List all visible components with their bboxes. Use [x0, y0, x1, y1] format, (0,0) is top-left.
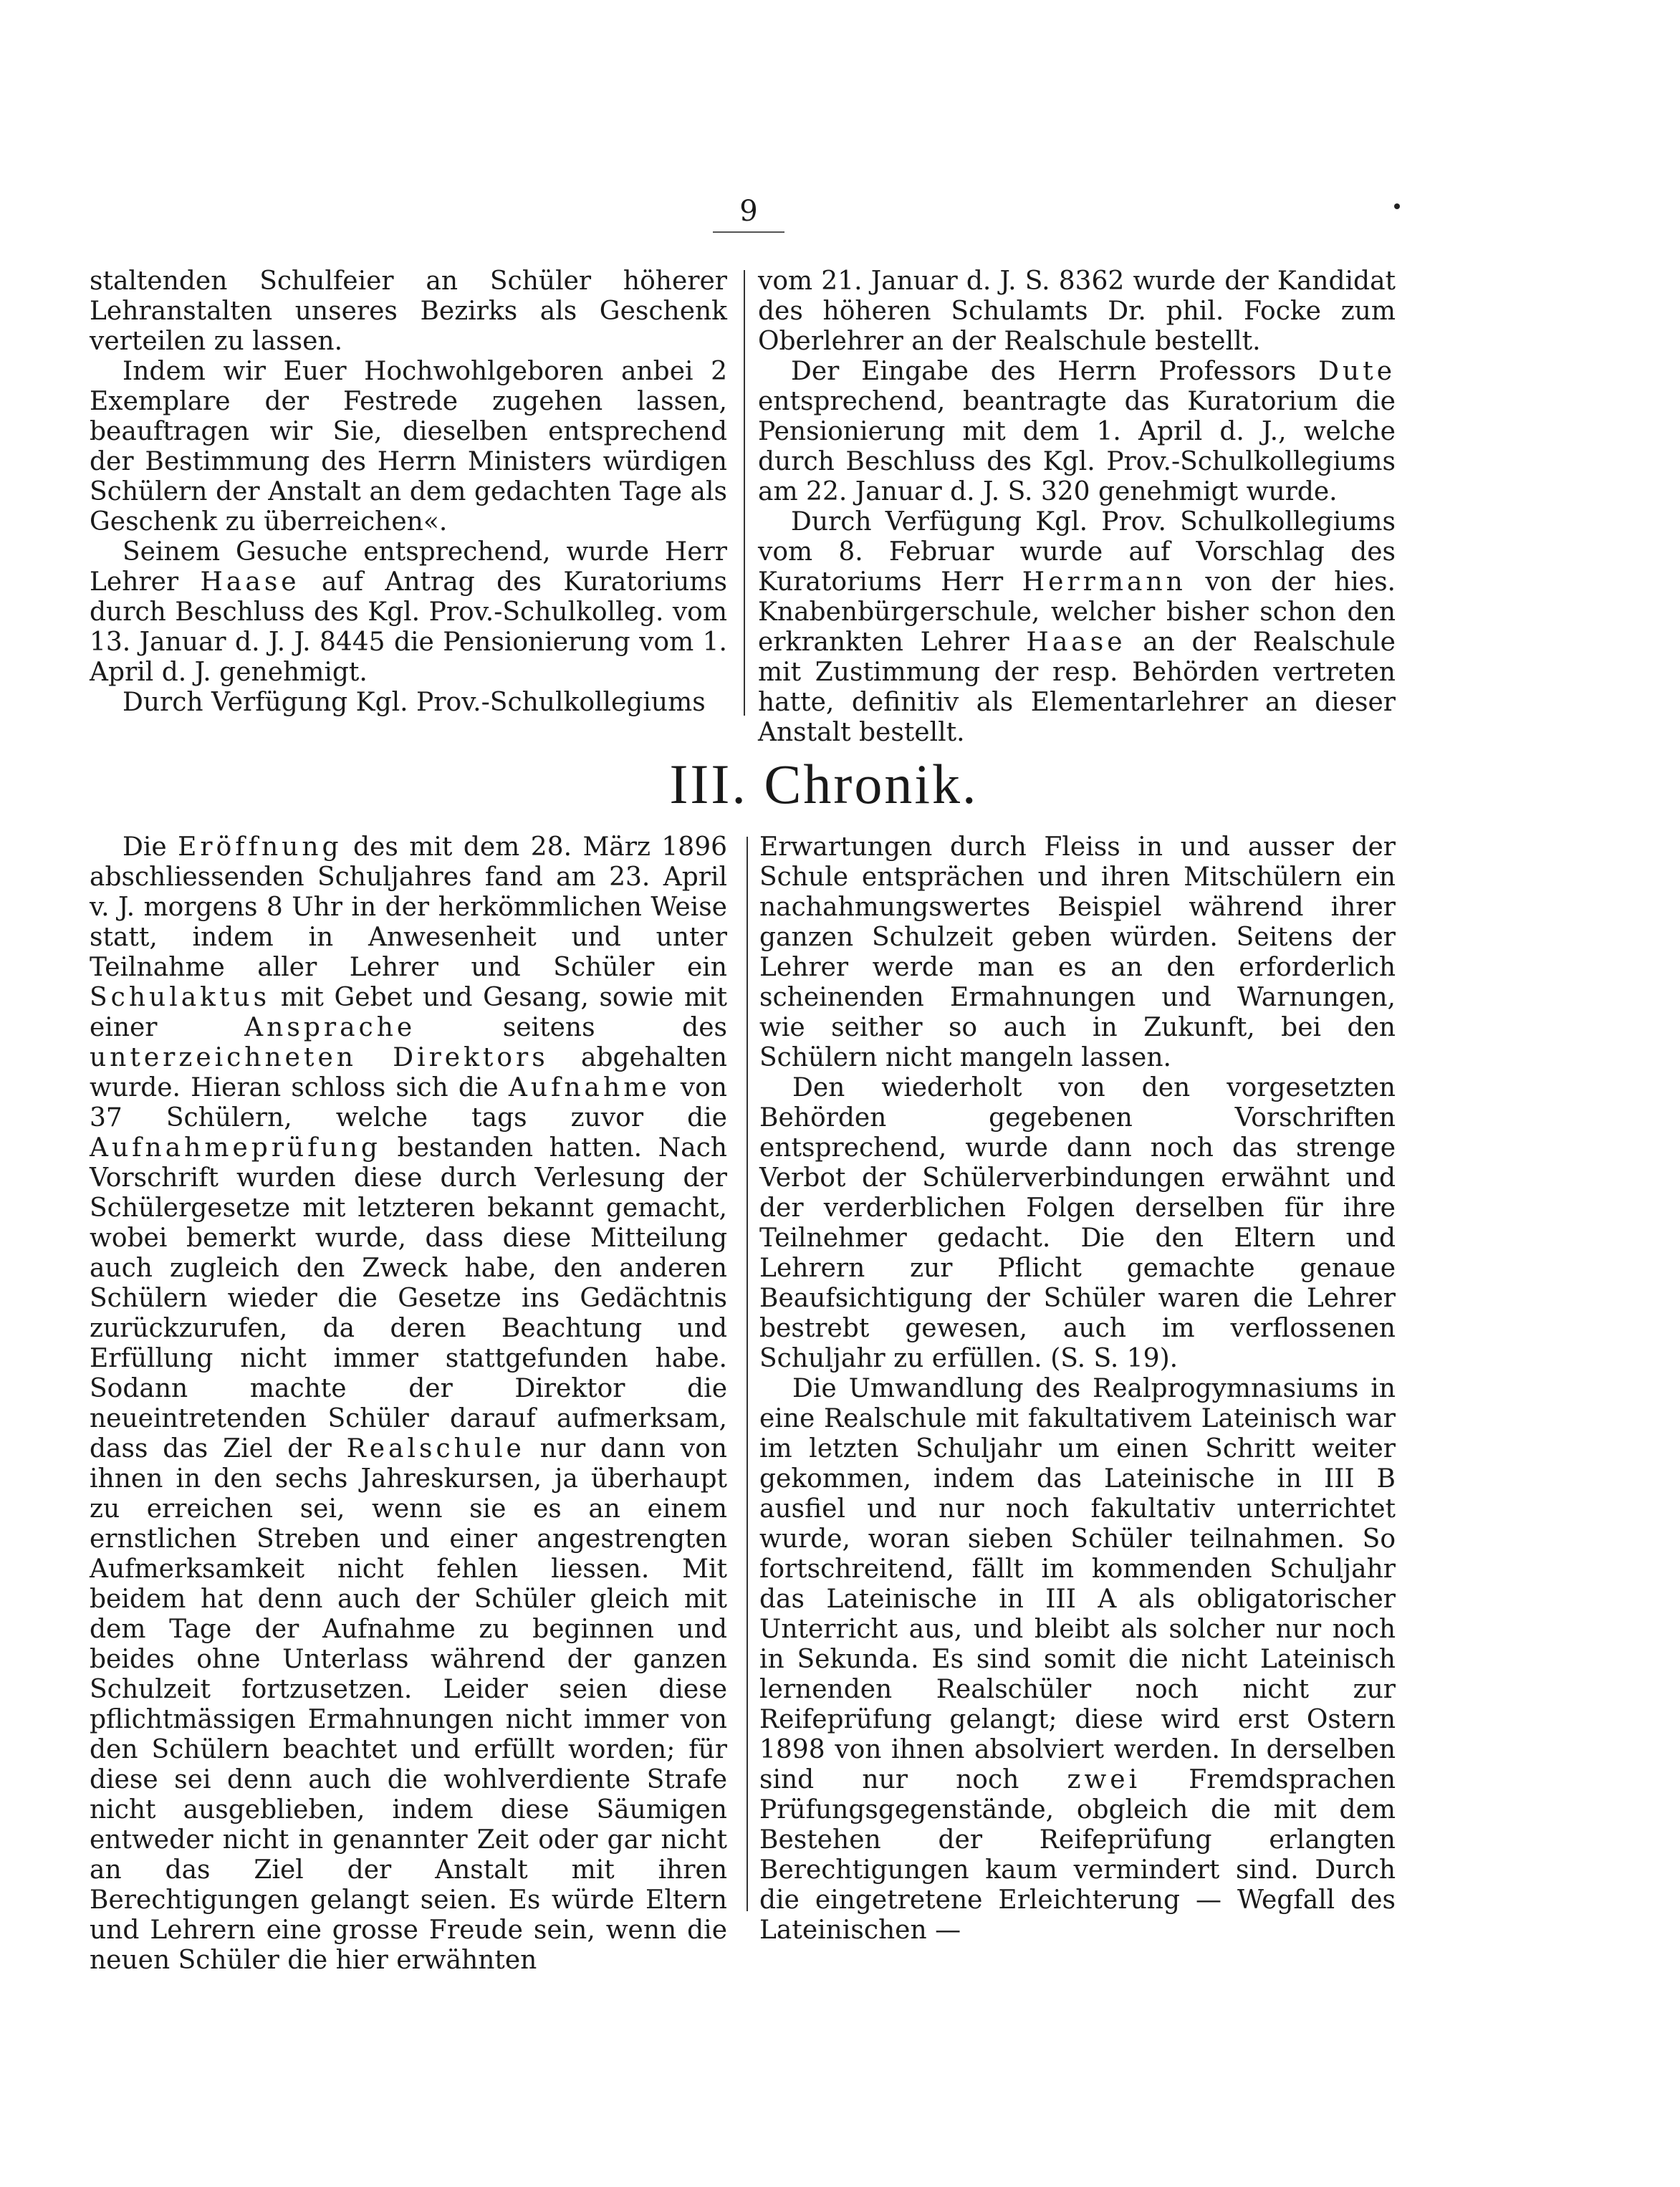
text-run: entsprechend, beantragte das Kuratorium die Pensionierung mit dem 1. April d. J., welche durch Beschluss des Kgl. Prov.-Schulkollegiums am 22. Januar d. J. S. 320 genehmigt wurde.: [758, 387, 1396, 506]
text-run: von 37 Schülern, welche tags zuvor die: [90, 1073, 727, 1133]
text-run: Die Umwandlung des Realprogymnasiums in eine Realschule mit fakultativem Lateinisch war im letzten Schuljahr um einen Schritt weiter gekommen, indem das Lateinische in III B ausfiel und nur noch fakultativ unterrichtet wurde, woran sieben Schüler teilnahmen. So fortschreitend, fällt im kommenden Schuljahr das Lateinische in III A als obligatorischer Unterricht aus, und bleibt als solcher nur noch in Sekunda. Es sind somit die nicht Lateinisch lernenden Realschüler noch nicht zur Reifeprüfung gelangt; diese wird erst Ostern 1898 von ihnen absolviert werden. In derselben sind nur noch: [759, 1374, 1396, 1794]
print-speck: [1394, 203, 1400, 209]
text-run: des mit dem 28. März 1896 abschliessenden Schuljahres fand am 23. April v. J. morgens 8 Uhr in der herkömmlichen Weise statt, indem in Anwesenheit und unter Teilnahme aller Lehrer und Schüler ein: [90, 832, 728, 982]
paragraph: Indem wir Euer Hochwohlgeboren anbei 2 Exemplare der Festrede zugehen lassen, beauftragen wir Sie, dieselben entsprechend der Bestimmung des Herrn Ministers würdigen Schülern der Anstalt an dem gedachten Tage als Geschenk zu überreichen«.: [90, 357, 727, 537]
paragraph: [758, 507, 1396, 748]
spaced-name: Herrmann: [1022, 567, 1186, 597]
spaced-term: Aufnahme: [508, 1073, 671, 1102]
text-run: bestanden hatten. Nach Vorschrift wurden diese durch Verlesung der Schülergesetze mit letzteren bekannt gemacht, wobei bemerkt wurde, dass diese Mitteilung auch zugleich den Zweck habe, den anderen Schülern wieder die Gesetze ins Gedächtnis zurückzurufen, da deren Beachtung und Erfüllung nicht immer stattgefunden habe. Sodann machte der Direktor die neueintretenden Schüler darauf aufmerksam, dass das Ziel der: [90, 1133, 727, 1463]
top-right-column: [758, 266, 1396, 748]
spaced-term: zwei: [1067, 1765, 1141, 1794]
text-run: von der hies. Knabenbürgerschule, welcher bisher schon den erkrankten Lehrer: [758, 567, 1396, 657]
paragraph: [90, 832, 727, 1976]
text-run: mit Gebet und Gesang, sowie mit einer: [90, 983, 727, 1042]
text-run: auf Antrag des Kuratoriums durch Beschluss des Kgl. Prov.-Schulkolleg. vom 13. Januar d. J. J. 8445 die Pensionierung vom 1. April d. J. genehmigt.: [90, 567, 727, 687]
page-number-rule: [713, 231, 784, 233]
text-run: abgehalten wurde. Hieran schloss sich die: [90, 1043, 727, 1102]
paragraph: staltenden Schulfeier an Schüler höherer Lehranstalten unseres Bezirks als Geschenk verteilen zu lassen.: [90, 266, 727, 356]
spaced-term: Eröffnung: [178, 832, 342, 862]
paragraph: Erwartungen durch Fleiss in und ausser der Schule entsprächen und ihren Mitschülern ein nachahmungswertes Beispiel während ihrer ganzen Schulzeit geben würden. Seitens der Lehrer werde man es an den erforderlich scheinenden Ermahnungen und Warnungen, wie seither so auch in Zukunft, bei den Schülern nicht mangeln lassen.: [759, 832, 1396, 1072]
text-run: Die: [123, 832, 167, 862]
text-run: nur dann von ihnen in den sechs Jahreskursen, ja überhaupt zu erreichen sei, wenn sie es an einem ernstlichen Streben und einer angestrengten Aufmerksamkeit nicht fehlen liessen. Mit beidem hat denn auch der Schüler gleich mit dem Tage der Aufnahme zu beginnen und beides ohne Unterlass während der ganzen Schulzeit fortzusetzen. Leider seien diese pflichtmässigen Ermahnungen nicht immer von den Schülern beachtet und erfüllt worden; für diese sei denn auch die wohlverdiente Strafe nicht ausgeblieben, indem diese Säumigen entweder nicht in genannter Zeit oder gar nicht an das Ziel der Anstalt mit ihren Berechtigungen gelangt seien. Es würde Eltern und Lehrern eine grosse Freude sein, wenn die neuen Schüler die hier erwähnten: [90, 1434, 727, 1975]
spaced-name: Dute: [1318, 357, 1396, 386]
spaced-term: unterzeichneten Direktors: [90, 1043, 549, 1072]
paragraph: vom 21. Januar d. J. S. 8362 wurde der Kandidat des höheren Schulamts Dr. phil. Focke zum Oberlehrer an der Realschule bestellt.: [758, 266, 1396, 356]
paragraph: [759, 1374, 1396, 1946]
column-divider-bottom: [747, 837, 748, 1911]
spaced-term: Ansprache: [244, 1013, 416, 1042]
text-run: seitens des: [502, 1013, 727, 1042]
text-run: Durch Verfügung Kgl. Prov. Schulkollegiums vom 8. Februar wurde auf Vorschlag des Kuratoriums Herr: [758, 507, 1396, 597]
text-run: an der Realschule mit Zustimmung der resp. Behörden vertreten hatte, definitiv als Elementarlehrer an dieser Anstalt bestellt.: [758, 628, 1396, 747]
paragraph: Durch Verfügung Kgl. Prov.-Schulkollegiums: [123, 688, 706, 717]
bottom-left-column: [90, 832, 727, 1976]
text-run: Der Eingabe des Herrn Professors: [791, 357, 1297, 386]
text-run: Seinem Gesuche entsprechend, wurde Herr Lehrer: [90, 537, 727, 597]
paragraph: [758, 357, 1396, 507]
spaced-name: Haase: [1026, 628, 1126, 657]
spaced-term: Schulaktus: [90, 983, 271, 1012]
text-run: Fremdsprachen Prüfungsgegenstände, obgleich die mit dem Bestehen der Reifeprüfung erlangten Berechtigungen kaum vermindert sind. Durch die eingetretene Erleichterung — Wegfall des Lateinischen —: [759, 1765, 1396, 1945]
page-number: 9: [739, 195, 758, 228]
paragraph: Den wiederholt von den vorgesetzten Behörden gegebenen Vorschriften entsprechend, wurde dann noch das strenge Verbot der Schülerverbindungen erwähnt und der verderblichen Folgen derselben für ihre Teilnehmer gedacht. Die den Eltern und Lehrern zur Pflicht gemachte genaue Beaufsichtigung der Schüler waren die Lehrer bestrebt gewesen, auch im verflossenen Schuljahr zu erfüllen. (S. S. 19).: [759, 1073, 1396, 1373]
spaced-term: Aufnahmeprüfung: [90, 1133, 381, 1163]
paragraph: [90, 537, 727, 688]
column-divider-top: [744, 270, 745, 716]
spaced-name: Haase: [200, 567, 300, 597]
bottom-right-column: [759, 832, 1396, 1946]
top-left-column: [90, 266, 727, 718]
spaced-term: Realschule: [346, 1434, 525, 1463]
section-heading: III. Chronik.: [669, 753, 979, 815]
